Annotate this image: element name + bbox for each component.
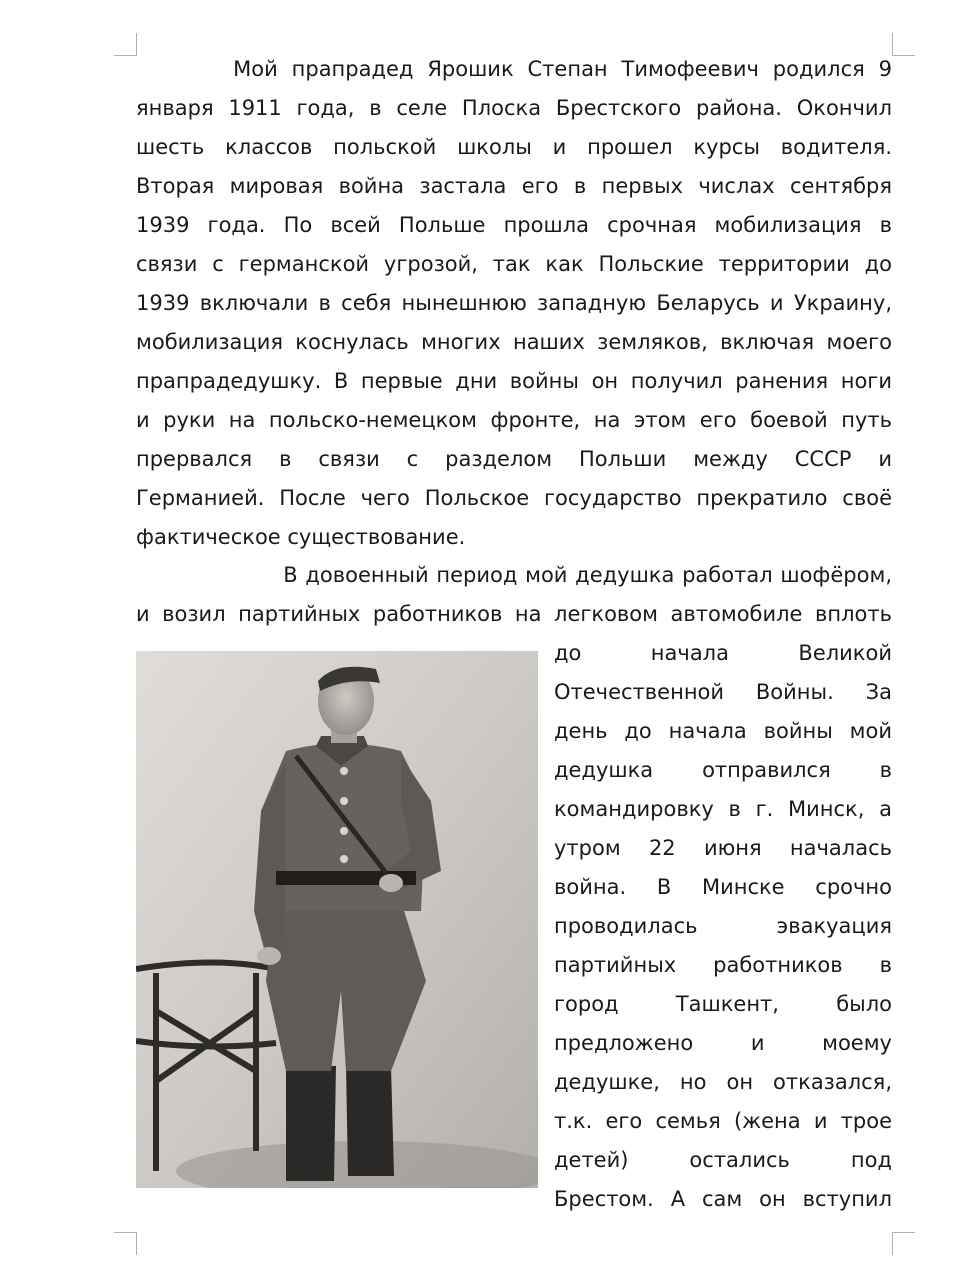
text-line: проводилась эвакуация — [554, 914, 892, 938]
text-line: 1939 включали в себя нынешнюю западную Беларусь и Украину, — [136, 291, 892, 315]
text-line: Вторая мировая война застала его в первых числах сентября — [136, 174, 892, 198]
text-line: прапрадедушку. В первые дни войны он получил ранения ноги — [136, 369, 892, 393]
text-line: предложено и моему — [554, 1031, 892, 1055]
text-line: связи с германской угрозой, так как Польские территории до — [136, 252, 892, 276]
text-line: шесть классов польской школы и прошел курсы водителя. — [136, 135, 892, 159]
text-line: детей) остались под — [554, 1148, 892, 1172]
text-line: и руки на польско-немецком фронте, на этом его боевой путь — [136, 408, 892, 432]
page-corner-mark-bottom-left — [114, 1232, 137, 1255]
portrait-photo — [136, 651, 538, 1188]
text-line: 1939 года. По всей Польше прошла срочная мобилизация в — [136, 213, 892, 237]
text-line: день до начала войны мой — [554, 719, 892, 743]
text-line: дедушке, но он отказался, — [554, 1070, 892, 1094]
text-line: Мой прапрадед Ярошик Степан Тимофеевич родился 9 — [136, 57, 892, 81]
text-line: до начала Великой — [554, 641, 892, 665]
text-line: город Ташкент, было — [554, 992, 892, 1016]
text-line: утром 22 июня началась — [554, 836, 892, 860]
page-corner-mark-bottom-right — [892, 1232, 915, 1255]
text-line: В довоенный период мой дедушка работал шофёром, — [136, 563, 892, 587]
text-line: прервался в связи с разделом Польши между СССР и — [136, 447, 892, 471]
text-line: война. В Минске срочно — [554, 875, 892, 899]
soldier-photo-image — [136, 651, 538, 1188]
paragraph-prewar-continued — [554, 634, 892, 1219]
text-line: Отечественной Войны. За — [554, 680, 892, 704]
text-line: Германией. После чего Польское государство прекратило своё — [136, 486, 892, 510]
text-line: фактическое существование. — [136, 525, 466, 549]
text-line: января 1911 года, в селе Плоска Брестского района. Окончил — [136, 96, 892, 120]
page-corner-mark-top-left — [114, 33, 137, 56]
text-line: т.к. его семья (жена и трое — [554, 1109, 892, 1133]
text-line: дедушка отправился в — [554, 758, 892, 782]
paragraph-prewar — [136, 556, 892, 634]
text-line: партийных работников в — [554, 953, 892, 977]
paragraph-biography-intro — [136, 50, 892, 557]
text-line: мобилизация коснулась многих наших земляков, включая моего — [136, 330, 892, 354]
page-corner-mark-top-right — [892, 33, 915, 56]
text-line: Брестом. А сам он вступил — [554, 1187, 892, 1211]
text-line: командировку в г. Минск, а — [554, 797, 892, 821]
text-line: и возил партийных работников на легковом автомобиле вплоть — [136, 602, 892, 626]
